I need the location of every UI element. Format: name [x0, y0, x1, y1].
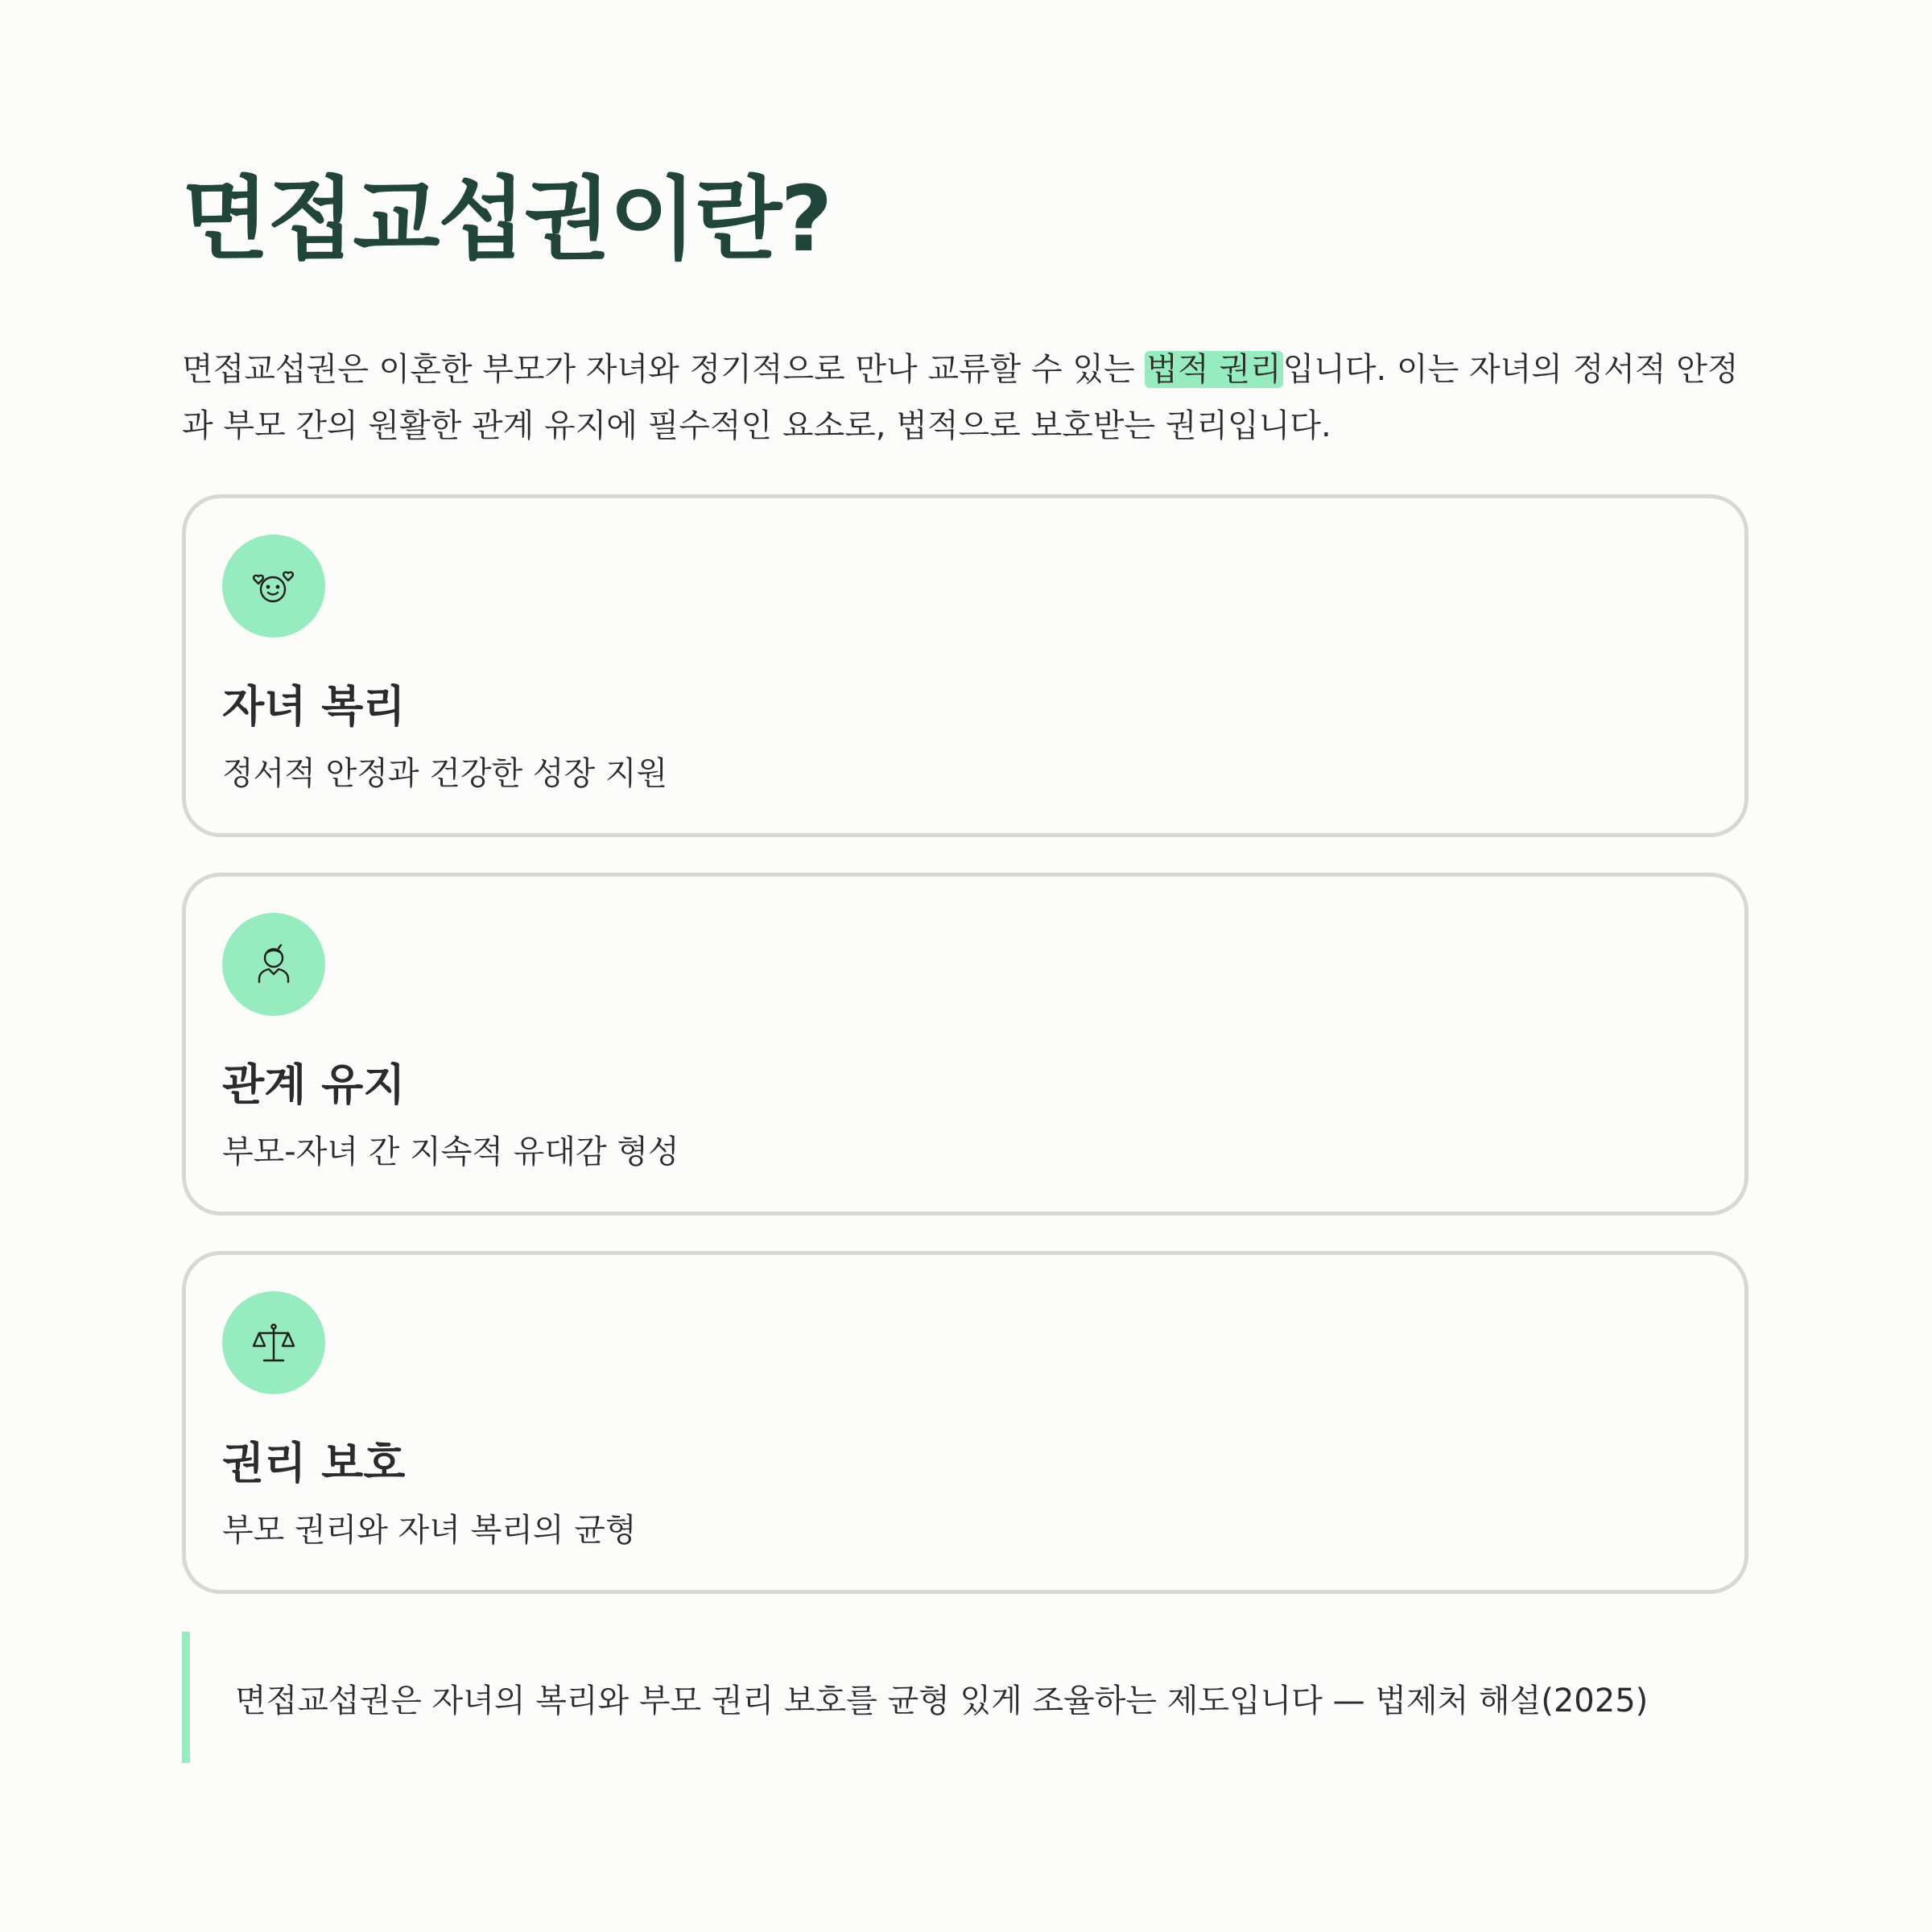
blockquote: [182, 1632, 1750, 1763]
card-description: 부모 권리와 자녀 복리의 균형: [222, 1512, 637, 1549]
intro-text-after: 입니다. 이는 자녀의 정서적 안정과 부모 간의 원활한 관계 유지에 필수적인 요소로, 법적으로 보호받는 권리입니다.: [182, 351, 1739, 444]
card-description: 정서적 안정과 건강한 성장 지원: [222, 755, 668, 792]
child-hearts-icon: [222, 535, 325, 638]
page-title: 면접교섭권이란?: [182, 167, 832, 272]
card-title: 관계 유지: [222, 1059, 406, 1110]
card-child-welfare: [182, 494, 1748, 837]
card-description: 부모-자녀 간 지속적 유대감 형성: [222, 1133, 679, 1170]
card-title: 권리 보호: [222, 1438, 406, 1488]
quote-accent-bar: [182, 1632, 190, 1763]
card-rights-protection: [182, 1251, 1748, 1594]
quote-text: 면접교섭권은 자녀의 복리와 부모 권리 보호를 균형 있게 조율하는 제도입니다 — 법제처 해설(2025): [235, 1682, 1649, 1719]
intro-paragraph: [182, 341, 1750, 454]
intro-highlight: 법적 권리: [1146, 351, 1282, 388]
intro-text-before: 면접교섭권은 이혼한 부모가 자녀와 정기적으로 만나 교류할 수 있는: [182, 351, 1146, 388]
person-icon: [222, 913, 325, 1016]
scales-icon: [222, 1291, 325, 1394]
card-relationship: [182, 873, 1748, 1216]
card-title: 자녀 복리: [222, 681, 406, 732]
